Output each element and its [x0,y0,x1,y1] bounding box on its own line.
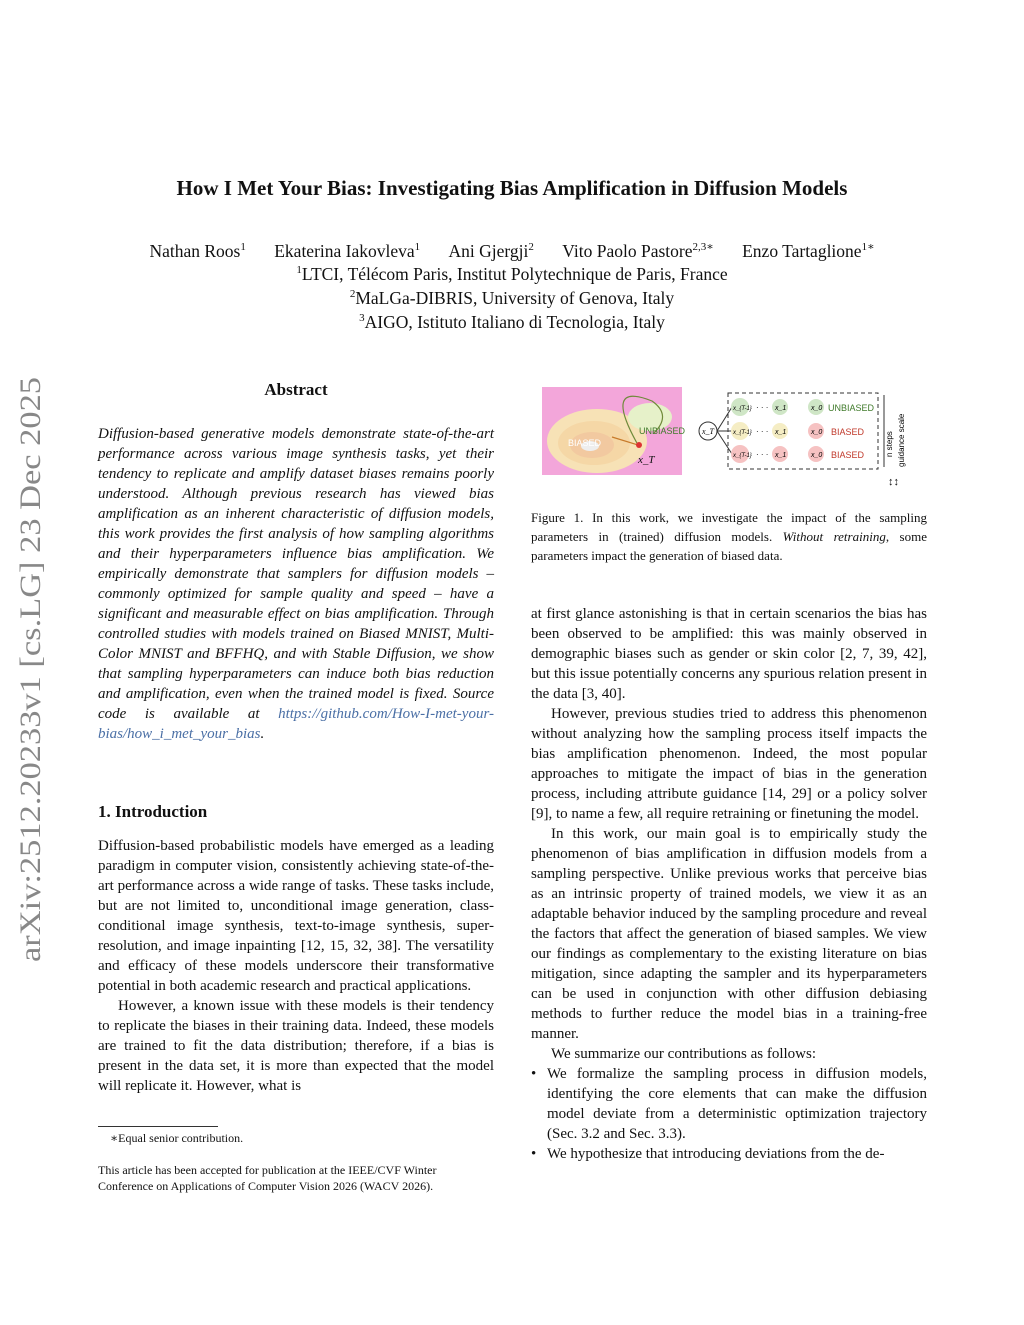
abstract-body: Diffusion-based generative models demonstrate state-of-the-art performance across various image synthesis tasks, yet their tendency to replicate and amplify dataset biases remains poorly understood. Although previous research has viewed bias amplification as an inherent characteristic of diffusion models, this work provides the first analysis of how sampling algorithms and their hyperparameters influence bias amplification. We empirically demonstrate that samplers for diffusion models – commonly optimized for sample quality and speed – have a significant and measurable effect on bias amplification. Through controlled studies with models trained on Biased MNIST, Multi-Color MNIST and BFFHQ, and with Stable Diffusion, we show that sampling hyperparameters can induce both bias reduction and amplification, even when the trained model is fixed. Source code is available at https://github.com/How-I-met-your-bias/how_i_met_your_bias. [98,426,494,742]
guidance-scale-label: guidance scale [897,413,906,467]
node-label: x_1 [775,405,787,412]
arxiv-identifier [10,372,50,962]
svg-text:arXiv:2512.20233v1 [cs.LG] 2: arXiv:2512.20233v1 [cs.LG] 23 Dec 2025 [14,452,47,962]
node-label: x_1 [775,452,787,459]
abstract-heading: Abstract [264,380,328,399]
paragraph: Diffusion-based probabilistic models have emerged as a leading paradigm in computer vision, consistently achieving state-of-the-art performance across a wide range of tasks. These tasks include, but are not limited to, unconditional image generation, class-conditional image synthesis, text-to-image synthesis, super-resolution, and image inpainting [12, 15, 32, 38]. The versatility and efficacy of these models underscore their transformative potential in both academic research and practical applications. [98,838,494,994]
footnote-rule [98,1126,218,1127]
list-item: • We formalize the sampling process in diffusion models, identifying the core elements that can make the diffusion model deviate from a deterministic optimization trajectory (Sec. 3.2 and Sec. 3.3). [531,1064,927,1144]
node-dots: · · · [756,403,769,412]
paragraph: However, previous studies tried to address this phenomenon without analyzing how the sampling process itself impacts the bias amplification phenomenon. Indeed, the most popular approaches to mitigate the impact of bias in the generation process, including attribute guidance [14, 29] or a policy solver [9], to name a few, all require retraining or finetuning the model. [531,706,927,822]
section-heading-introduction: 1. Introduction [98,802,208,821]
node-dots: · · · [756,450,769,459]
author-list [0,240,1024,262]
label-xT: x_T [638,454,655,466]
output-label: BIASED [831,427,865,437]
node-label: x_1 [775,429,787,436]
node-label: x_0 [811,405,823,412]
right-column-body [531,604,927,1164]
guidance-scale-icon: ↕↕ [888,476,899,488]
author: Nathan Roos$^1$ [149,240,246,261]
author: Vito Paolo Pastore$^{2,3∗}$ [562,240,714,261]
paragraph: We summarize our contributions as follows: [551,1046,816,1062]
node-label: x_{T-1} [733,453,752,459]
label-unbiased: UNBIASED [639,426,686,436]
xT-node-label: x_T [702,427,714,436]
node-label: x_{T-1} [733,430,752,436]
node-dots: · · · [756,427,769,436]
arrow [717,431,732,454]
start-point [636,442,642,448]
arrow [717,407,732,431]
output-label: UNBIASED [828,403,875,413]
n-steps-label: n steps [885,431,894,457]
figure-1 [542,387,922,475]
affiliation: $^3$AIGO, Istituto Italiano di Tecnologia, Italy [359,312,665,332]
figure-1-caption: Figure 1. In this work, we investigate the impact of the sampling parameters in (trained) diffusion models. Without retraining, some parameters impact the generation of biased data. [531,510,927,563]
introduction-body [98,836,494,1096]
affiliation: $^1$LTCI, Télécom Paris, Institut Polytechnique de Paris, France [296,264,728,284]
node-label: x_0 [811,429,823,436]
contribution-list [531,1064,927,1164]
author: Ekaterina Iakovleva$^1$ [274,240,421,261]
list-item: • We hypothesize that introducing deviations from the de- [531,1144,927,1164]
label-biased: BIASED [568,438,602,448]
author: Enzo Tartaglione$^{1∗}$ [742,240,875,261]
node-label: x_0 [811,452,823,459]
paragraph: In this work, our main goal is to empirically study the phenomenon of bias amplification in diffusion models from a sampling perspective. Unlike previous works that perceive bias as an intrinsic property of trained models, we view it as an adaptable behavior induced by the sampling procedure and reveal the factors that affect the generation of biased samples. We view our findings as complementary to the existing literature on bias mitigation, since adapting the sampler and its hyperparameters can be used in conjunction with other diffusion debiasing methods to further reduce the model bias in a training-free manner. [531,826,927,1042]
source-code-link[interactable]: https://github.com/How-I-met-your-bias/how_i_met_your_bias [98,706,494,742]
affiliation: $^2$MaLGa-DIBRIS, University of Genova, Italy [349,288,675,308]
paragraph: However, a known issue with these models is their tendency to replicate the biases in their training data. Indeed, these models are trained to fit the data distribution; therefore, if a bias is present in the data set, it is more than expected that the model will replicate it. However, what is [98,998,494,1094]
footnote-accepted: This article has been accepted for publication at the IEEE/CVF Winter Conference on Applications of Computer Vision 2026 (WACV 2026). [98,1163,437,1193]
author: Ani Gjergji$^2$ [448,240,534,261]
node-label: x_{T-1} [733,406,752,412]
output-label: BIASED [831,450,865,460]
footnote-equal-contribution: ∗Equal senior contribution. [110,1131,244,1145]
paragraph: at first glance astonishing is that in certain scenarios the bias has been observed to be amplified: this was mainly observed in demographic biases such as gender or skin color [2, 7, 39, 42], but this issue potentially concerns any spurious relation present in the data [3, 40]. [531,606,927,702]
paper-title: How I Met Your Bias: Investigating Bias Amplification in Diffusion Models [176,176,848,200]
